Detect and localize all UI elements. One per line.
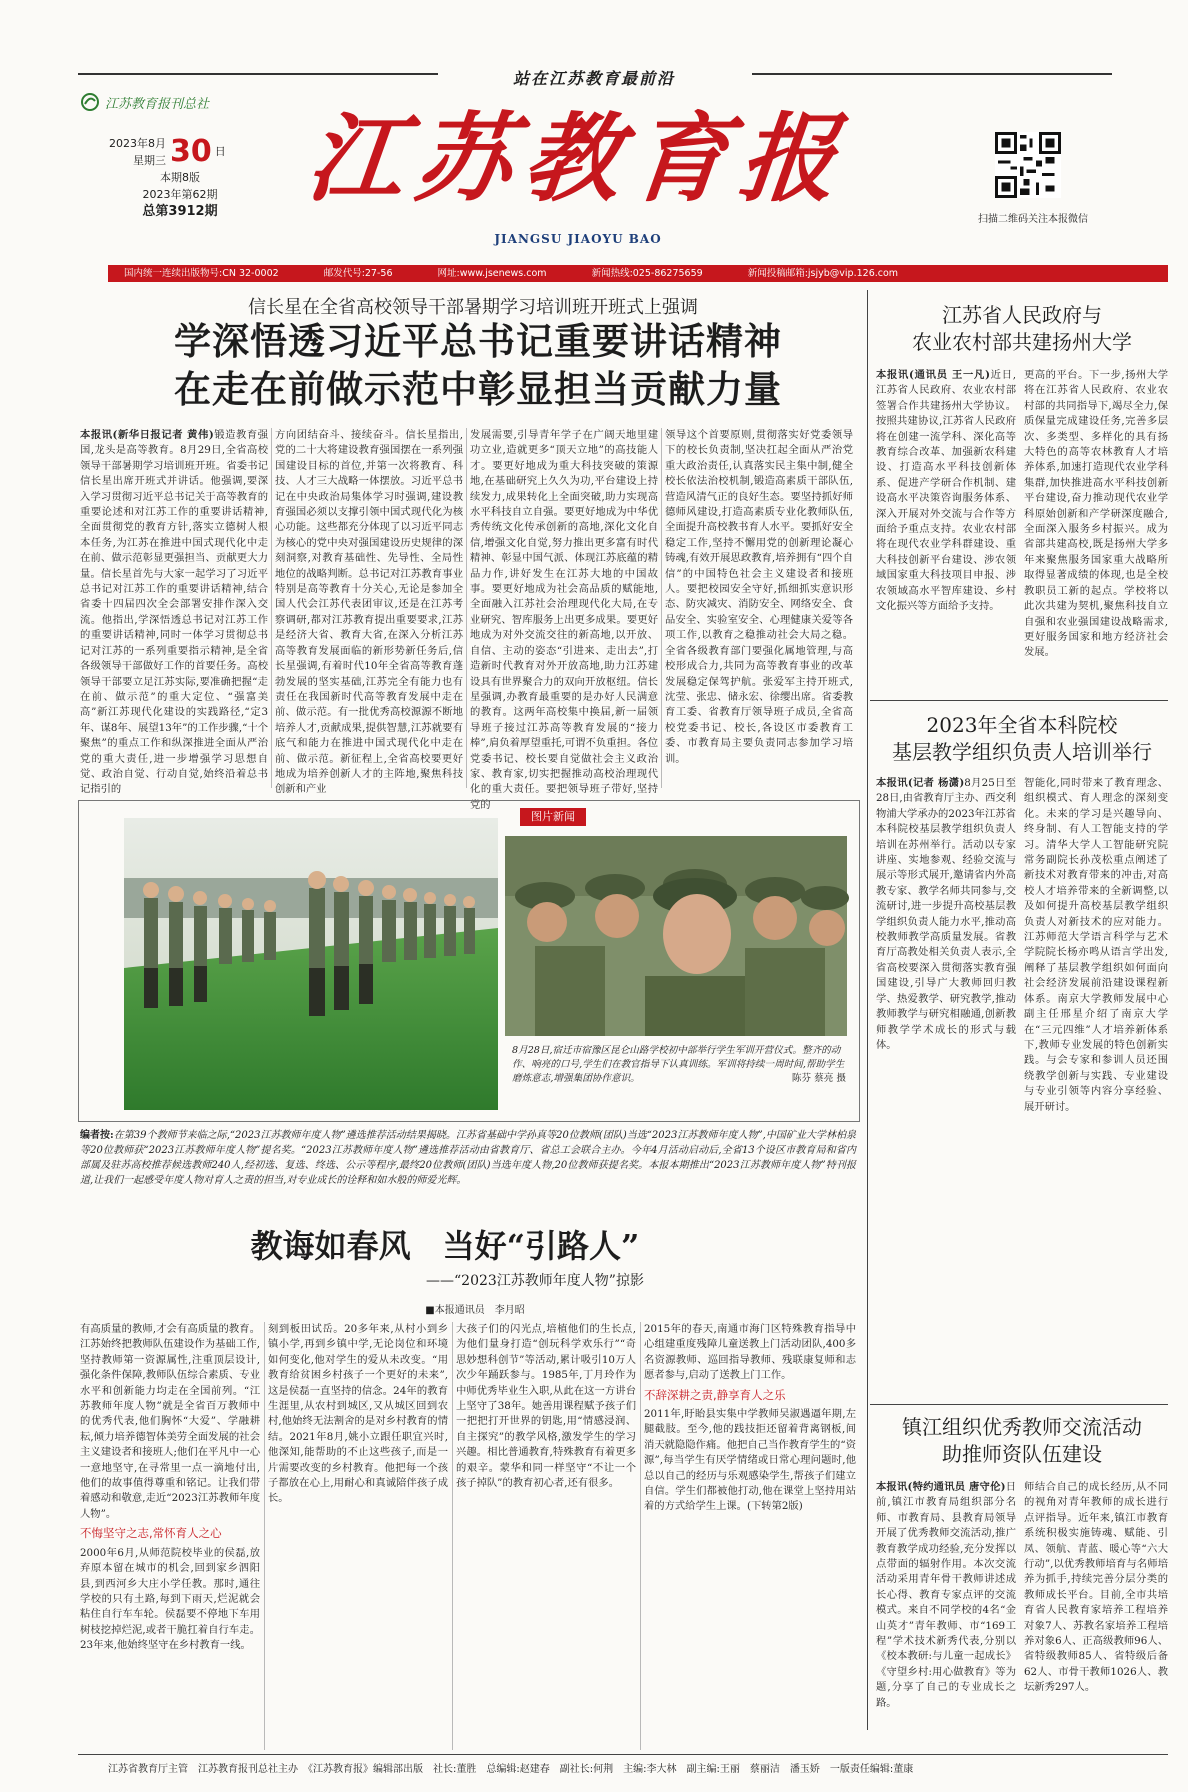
feature-headline: 教诲如春风 当好“引路人” [250, 1227, 640, 1265]
lead-column-3: 发展需要,引导青年学子在广阔天地里建功立业,造就更多“顶天立地”的高技能人才。要更好地成为重大科技突破的策源地,在基础研究上久久为功,平台建设上持续发力,成果转化上全面突破,助力实现高水平科技自立自强。要更好地成为中华优秀传统文化传承创新的高地,深化文化自信,增强文化自觉,努力推出更多富有时代精神、彰显中国气派、体现江苏底蕴的精品力作,讲好发生在江苏大地的中国故事。要更好地成为社会高品质的赋能地,全面融入江苏社会治理现代化大局,在专业研究、智库服务上出更多成果。要更好地成为对外交流交往的新高地,以开放、自信、主动的姿态“引进来、走出去”,打造新时代教育对外开放高地,助力江苏建设具有世界聚合力的双向开放枢纽。信长星强调,办教育最重要的是办好人民满意的教育。这两年高校集中换届,新一届领导班子接过江苏高等教育发展的“接力棒”,肩负着厚望重托,可谓不负重担。各位党委书记、校长要自觉做社会主义政治家、教育家,切实把握推动高校治理现代化的重大责任。要把领导班子带好,坚持党的 [470, 429, 658, 811]
footer-credits: 江苏省教育厅主管 江苏教育报刊总社主办 《江苏教育报》编辑部出版 社长:董胜 总编辑:赵建春 副社长:何荆 主编:李大林 副主编:王丽 蔡丽洁 潘玉娇 一版责任编辑:董康 [108, 1764, 914, 1775]
newspaper-title: 江苏教育报 [302, 102, 854, 215]
right2-headline-1: 2023年全省本科院校 [926, 713, 1118, 737]
issue-number: 2023年第62期 [142, 188, 218, 201]
feature-byline: ■本报通讯员 李月昭 [425, 1305, 525, 1316]
divider [452, 1322, 453, 1750]
photo-salute [505, 836, 847, 1036]
divider [271, 428, 272, 788]
divider [264, 1322, 265, 1750]
qr-code[interactable] [995, 132, 1061, 202]
divider [661, 428, 662, 788]
info-cn: 国内统一连续出版物号:CN 32-0002 [124, 268, 279, 279]
issue-weekday: 星期三 [133, 154, 166, 167]
lead-column-2: 方向团结奋斗、接续奋斗。信长星指出,党的二十大将建设教育强国摆在一系列强国建设目标的首位,并第一次将教育、科技、人才三大战略一体摆放。习近平总书记在中央政治局集体学习时强调,建设教育强国必须以支撑引领中国式现代化为核心功能。这些都充分体现了以习近平同志为核心的党中央对强国建设历史规律的深刻洞察,对教育基础性、先导性、全局性地位的战略判断。总书记对江苏教育事业特别是高等教育十分关心,无论是参加全国人代会江苏代表团审议,还是在江苏考察调研,都对江苏教育提出重要要求,江苏是经济大省、教育大省,在深入分析江苏高等教育发展面临的新形势新任务后,信长星强调,有着时代10年全省高等教育蓬勃发展的坚实基础,江苏完全有能力也有责任在我国新时代高等教育发展中走在前、做示范。有一批优秀高校源源不断地培养人才,贡献成果,提供智慧,江苏就要有底气和能力在推进中国式现代化中走在前、做示范。新征程上,全省高校要更好地成为培养创新人才的主阵地,聚焦科技创新和产业 [275, 429, 463, 796]
issue-date: 2023年8月 [109, 137, 166, 150]
section-rule [870, 1404, 1168, 1405]
info-email[interactable]: 新闻投稿邮箱:jsjyb@vip.126.com [747, 268, 899, 279]
feature-column-4: 2015年的春天,南通市海门区特殊教育指导中心组建重度残障儿童送教上门活动团队,400多名资源教师、巡回指导教师、残联康复师和志愿者参与,启动了送教上门工作。 不辞深耕之责,静享育人之乐 2011年,盱眙县实集中学教师吴淑遇逼年期,左腿截肢。至今,他的践技拒还留着背离钢板,间消天就隐隐作痛。他把自己当作教育学生的“资源”,每当学生有厌学情绪或日常心理问题时,他总以自己的经历与乐观感染学生,帮孩子们建立自信。学生们都被他打动,他在课堂上坚持用站着的方式给学生上课。(下转第2版) [644, 1323, 856, 1513]
feature-subhead-2: 不辞深耕之责,静享育人之乐 [644, 1387, 786, 1402]
photo-caption: 8月28日,宿迁市宿豫区昆仑山路学校初中部举行学生军训开营仪式。整齐的动作、响亮的口号,学生们在教官指导下认真训练。军训将持续一周时间,帮助学生磨炼意志,增强集团协作意识。 陈芬 蔡亮 摄 [512, 1045, 846, 1084]
qr-code-icon [995, 132, 1061, 198]
right2-byline: 本报讯(记者 杨潇) [876, 777, 965, 789]
lead-headline-2: 在走在前做示范中彰显担当贡献力量 [174, 367, 782, 411]
feature-column-1: 有高质量的教师,才会有高质量的教育。江苏始终把教师队伍建设作为基础工作,坚持教师第一资源属性,注重顶层设计,强化条件保障,教师队伍综合素质、专业水平和创新能力均走在全国前列。“江苏教师年度人物”就是全省百万教师中的优秀代表,他们胸怀“大爱”、学融耕耘,倾力培养德智体美劳全面发展的社会主义建设者和接班人;他们在平凡中一心一意地坚守,在寻常里一点一滴地付出,他们的故事值得尊重和铭记。让我们带着感动和敬意,走近“2023江苏教师年度人物”。 不悔坚守之志,常怀育人之心 2000年6月,从师范院校毕业的侯磊,放弃原本留在城市的机会,回到家乡泗阳县,到西河乡大庄小学任教。那时,通往学校的只有土路,每到下雨天,烂泥就会粘住自行车车轮。侯磊要不停地下车用树枝挖掉烂泥,或者干脆扛着自行车走。23年来,他始终坚守在乡村教育一线。 [80, 1323, 260, 1652]
lead-byline: 本报讯(新华日报记者 黄伟) [80, 429, 214, 441]
right3-byline: 本报讯(特约通讯员 唐守伦) [876, 1481, 1006, 1493]
right3-column-2: 师结合自己的成长经历,从不同的视角对青年教师的成长进行点评指导。近年来,镇江市教育系统积极实施铸魂、赋能、引凤、领航、青蓝、暖心等“六大行动”,以优秀教师培育与名师培养为抓手,持续完善分层分类的教师成长平台。目前,全市共培育省人民教育家培养工程培养对象7人、苏教名家培养工程培养对象6人、正高级教师96人、省特级教师85人、省特级后备62人、市骨干教师1026人、教坛新秀297人。 [1024, 1481, 1168, 1694]
photo-news-label: 图片新闻 [520, 808, 586, 826]
right3-headline-1: 镇江组织优秀教师交流活动 [902, 1415, 1142, 1439]
right1-byline: 本报讯(通讯员 王一凡) [876, 369, 990, 381]
right2-headline-2: 基层教学组织负责人培训举行 [892, 740, 1152, 764]
issue-day: 30 [170, 134, 212, 169]
photo-military-drill-image [124, 818, 498, 1110]
feature-subtitle: ——“2023江苏教师年度人物”掠影 [426, 1273, 644, 1289]
main-divider [867, 290, 868, 1730]
issue-total: 总第3912期 [142, 204, 218, 219]
lead-column-1: 本报讯(新华日报记者 黄伟)锻造教育强国,龙头是高等教育。8月29日,全省高校领导干部暑期学习培训班开班。省委书记信长星出席开班式并讲话。他强调,要深入学习贯彻习近平总书记关于高等教育的重要论述和对江苏工作的重要讲话精神,全面贯彻党的教育方针,落实立德树人根本任务,为江苏在推进中国式现代化中走在前、做示范彰显更强担当、贡献更大力量。信长星首先与大家一起学习了习近平总书记对江苏工作的重要讲话精神,结合省委十四届四次全会部署安排作深入交流。他指出,学深悟透总书记对江苏工作的重要讲话精神,同时一体学习贯彻总书记对江苏的一系列重要指示精神,是全省各级领导干部做好工作的首要任务。高校领导干部要立足江苏实际,要准确把握“走在前、做示范”的重大定位、“强富美高”新江苏现代化建设的实践路径,“定3年、谋8年、展望13年”的工作步骤,“十个聚焦”的重点工作和纵深推进全面从严治党的重大责任,进一步增强学习思想自觉、政治自觉、行动自觉,始终沿着总书记指引的 [80, 429, 268, 796]
right1-column-1: 本报讯(通讯员 王一凡)近日,江苏省人民政府、农业农村部签署合作共建扬州大学协议。按照共建协议,江苏省人民政府将在创建一流学科、深化高等教育综合改革、加强新农科建设、打造高水平科技创新体系、促进产学研合作机制、建设高水平决策咨询服务体系、深入开展对外交流与合作等方面给予重点支持。农业农村部将在现代农业学科群建设、重大科技创新平台建设、涉农领域国家重大科技项目申报、涉农领域高水平智库建设、乡村文化振兴等方面给予支持。 [876, 369, 1016, 613]
photo-salute-image [505, 836, 847, 1036]
right1-headline-1: 江苏省人民政府与 [942, 303, 1102, 327]
info-post: 邮发代号:27-56 [323, 268, 393, 279]
group-name: 江苏教育报刊总社 [105, 96, 210, 112]
photo-credit: 陈芬 蔡亮 摄 [791, 1073, 846, 1084]
photo-military-drill [124, 818, 498, 1110]
right1-headline-2: 农业农村部共建扬州大学 [912, 330, 1132, 354]
divider [640, 1322, 641, 1750]
lead-column-4: 领导这个首要原则,贯彻落实好党委领导下的校长负责制,坚决扛起全面从严治党重大政治责任,认真落实民主集中制,健全校长依法治校机制,锻造高素质干部队伍,营造风清气正的良好生态。要坚持抓好师德师风建设,打造高素质专业化教师队伍,全面提升高校教书育人水平。要抓好安全稳定工作,坚持不懈用党的创新理论凝心铸魂,有效开展思政教育,培养拥有“四个自信”的中国特色社会主义建设者和接班人。要把校园安全守好,抓细抓实意识形态、防灾减灾、消防安全、网络安全、食品安全、实验室安全、心理健康关爱等各项工作,以教育之稳推动社会大局之稳。全省各级教育部门要强化属地管理,与高校形成合力,共同为高等教育事业的改革发展稳定保驾护航。张爱军主持开班式,沈莹、张忠、储永宏、徐缨出席。省委教育工委、省教育厅领导班子成员,全省高校党委书记、校长,各设区市委教育工委、市教育局主要负责同志参加学习培训。 [665, 429, 853, 765]
info-bar [108, 265, 1168, 282]
right1-column-2: 更高的平台。下一步,扬州大学将在江苏省人民政府、农业农村部的共同指导下,竭尽全力,保质保量完成建设任务,完善多层次、多类型、多样化的具有扬大特色的高等农林教育人才培养体系,加速打造现代农业学科集群,加快推进高水平科技创新平台建设,奋力推动现代农业学科原始创新和产学研深度融合,全面深入服务乡村振兴。成为省部共建高校,既是扬州大学多年来聚焦服务国家重大战略所取得显著成绩的体现,也是全校教职员工新的起点。学校将以此次共建为契机,聚焦科技自立自强和农业强国建设战略需求,更好服务国家和地方经济社会发展。 [1024, 369, 1168, 659]
feature-subhead-1: 不悔坚守之志,常怀育人之心 [80, 1526, 222, 1541]
group-logo-icon [80, 92, 100, 112]
issue-day-suffix: 日 [214, 145, 226, 158]
right2-column-1: 本报讯(记者 杨潇)8月25日至28日,由省教育厅主办、西交利物浦大学承办的2023年江苏省本科院校基层教学组织负责人培训在苏州举行。活动以专家讲座、实地参观、经验交流与展示等形式展开,邀请省内外高教专家、教学名师共同参与,交流研讨,进一步提升高校基层教学组织负责人能力水平,推动高校教师教学高质量发展。省教育厅高教处相关负责人表示,全省高校要深入贯彻落实教育强国建设,引导广大教师回归教学、热爱教学、研究教学,推动教师教学与研究相融通,创新教师教学学术成长的形式与载体。 [876, 777, 1016, 1051]
footer-rule [78, 1754, 1168, 1755]
editor-note-label: 编者按: [80, 1130, 114, 1141]
section-rule [870, 700, 1168, 701]
group-logo [80, 92, 209, 112]
right2-column-2: 智能化,同时带来了教育理念、组织模式、育人理念的深刻变化。未来的学习是兴趣导向、终身制、有人工智能支持的学习。清华大学人工智能研究院常务副院长孙茂松重点阐述了新技术对教育带来的冲击,对高校人才培养带来的全新调整,以及如何提升高校基层教学组织负责人对新技术的应对能力。江苏师范大学语言科学与艺术学院院长杨亦鸣从语言学出发,阐释了基层教学组织如何面向社会经济发展前沿建设课程新体系。南京大学教师发展中心副主任邢星介绍了南京大学在“三元四维”人才培养新体系下,教师专业发展的特色创新实践。与会专家和参训人员还围绕教学创新与实践、专业建设与专业引领等内容分享经验、展开研讨。 [1024, 777, 1168, 1113]
lead-kicker: 信长星在全省高校领导干部暑期学习培训班开班式上强调 [248, 297, 698, 318]
lead-headline-1: 学深悟透习近平总书记重要讲话精神 [174, 319, 782, 363]
divider [466, 428, 467, 788]
info-hotline: 新闻热线:025-86275659 [591, 268, 703, 279]
qr-caption: 扫描二维码关注本报微信 [978, 214, 1088, 225]
right3-headline-2: 助推师资队伍建设 [942, 1442, 1102, 1466]
info-web[interactable]: 网址:www.jsenews.com [437, 268, 547, 279]
issue-pages: 本期8版 [160, 171, 200, 184]
feature-column-3: 大孩子们的闪光点,培植他们的生长点,为他们量身打造“创玩科学欢乐行”“奇思妙想科创节”等活动,累计吸引10万人次少年踊跃参与。1985年,丁月玲作为中师优秀毕业生入职,从此在这一方讲台上坚守了38年。她善用课程赋予孩子们一把把打开世界的钥匙,用“情感浸润、自主探究”的教学风格,激发学生的学习兴趣。相比普通教育,特殊教育有着更多的艰辛。蒙华和同一样坚守“不让一个孩子掉队”的教育初心者,还有很多。 [456, 1323, 636, 1490]
editor-note: 编者按:在第39个教师节来临之际,“2023江苏教师年度人物”遴选推荐活动结果揭晓。江苏省基础中学孙真等20位教师(团队)当选“2023江苏教师年度人物”,中国矿业大学林柏泉等20位教师获“2023江苏教师年度人物”提名奖。“2023江苏教师年度人物”遴选推荐活动由省教育厅、省总工会联合主办。今年4月活动启动后,全省13个设区市教育局和省内部属及驻苏高校推荐候选教师240人,经初选、复选、终选、公示等程序,最终20位教师(团队)当选年度人物,20位教师获提名奖。本报本期推出“2023江苏教师年度人物”特刊报道,让我们一起感受年度人物对育人之责的担当,对专业成长的诠释和如水般的师爱光辉。 [80, 1130, 856, 1186]
newspaper-pinyin: JIANGSU JIAOYU BAO [494, 232, 662, 246]
right3-column-1: 本报讯(特约通讯员 唐守伦)日前,镇江市教育局组织部分名师、市教育局、县教育局领导开展了优秀教师交流活动,推广教育教学成功经验,充分发挥以点带面的辐射作用。本次交流活动采用青年骨干教师讲述成长心得、教育专家点评的交流模式。来自不同学校的4名“金山英才”青年教师、市“169工程”学术技术新秀代表,分别以《校本教研:与儿童一起成长》《守望乡村:用心做教育》等为题,分享了自己的专业成长之路。 [876, 1481, 1016, 1709]
feature-column-2: 刻到板田试岳。20多年来,从村小到乡镇小学,再到乡镇中学,无论岗位和环境如何变化,他对学生的爱从未改变。“用教育给贫困乡村孩子一个更好的未来”,这是侯磊一直坚持的信念。24年的教育生涯里,从农村到城区,又从城区回到农村,他始终无法割舍的是对乡村教育的情结。2021年8月,姚小立跟任职宜兴时,他深知,能帮助的不止这些孩子,而是一片需要改变的乡村教育。他把每一个孩子都放在心上,用耐心和真诚陪伴孩子成长。 [268, 1323, 448, 1505]
masthead-slogan: 站在江苏教育最前沿 [512, 69, 675, 88]
date-block [104, 135, 244, 220]
